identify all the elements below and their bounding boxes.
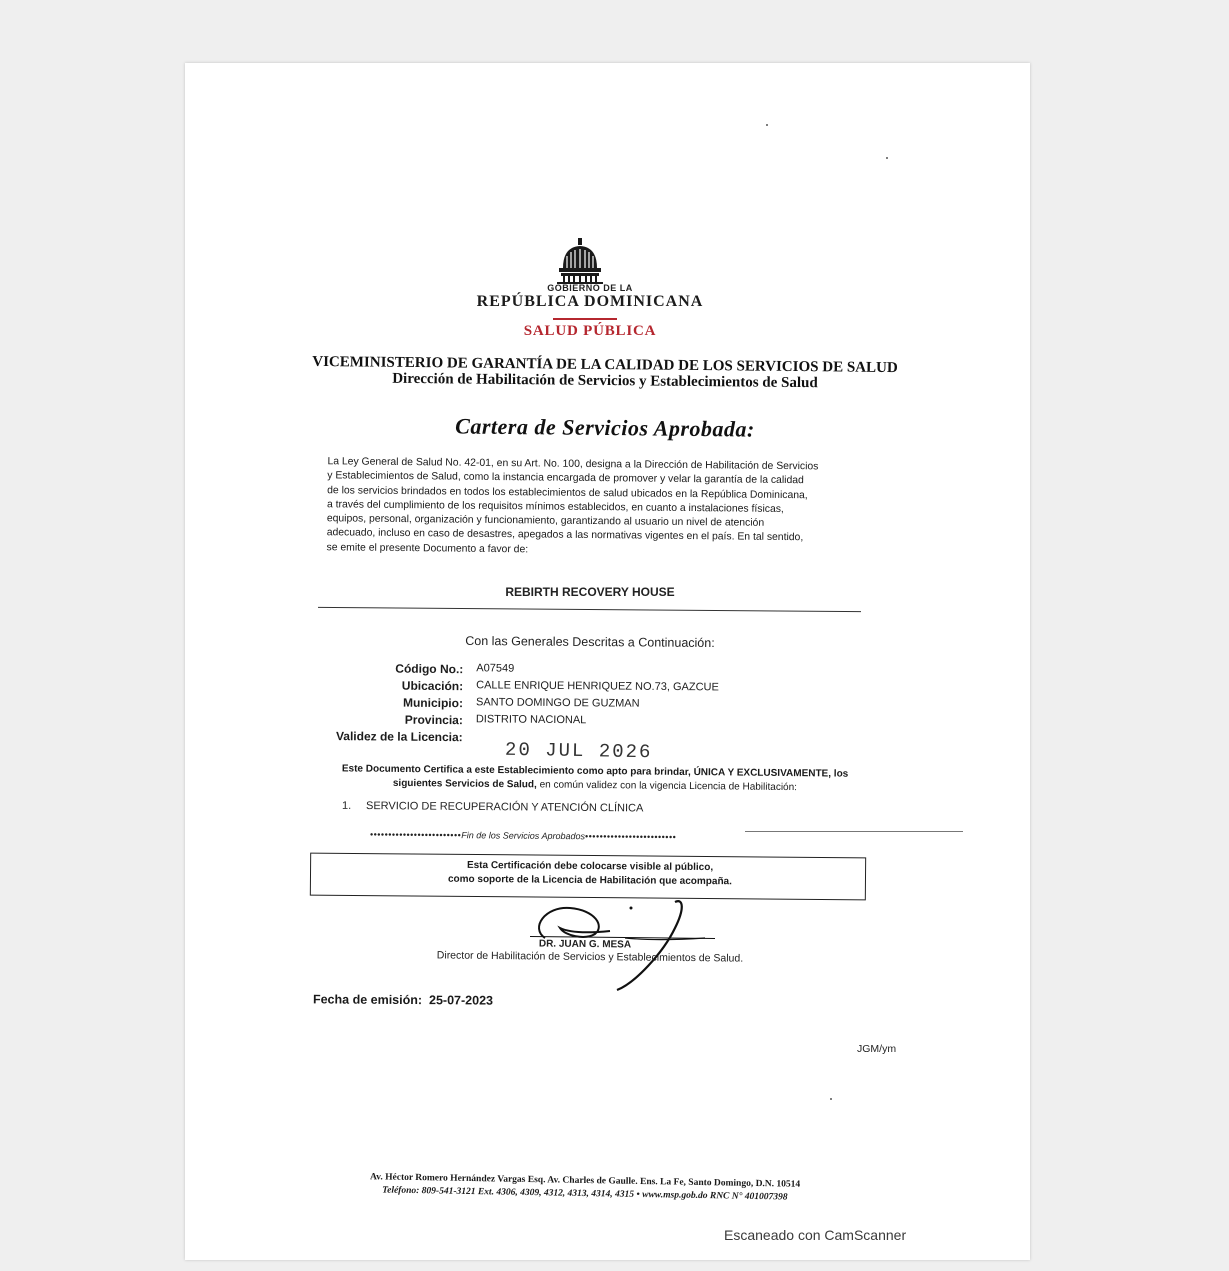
notice-line: Esta Certificación debe colocarse visible al público, bbox=[466, 859, 714, 874]
cert-line: Este Documento Certifica a este Establecimiento como apto para brindar, ÚNICA Y EXCLUSIVAMENTE, los bbox=[341, 763, 849, 780]
field-label: Código No.: bbox=[395, 661, 464, 677]
document-page bbox=[185, 63, 1030, 1260]
intro-line: de los servicios brindados en todos los establecimientos de salud ubicados en la República Dominicana, bbox=[327, 484, 808, 501]
signatory-name: DR. JUAN G. MESA bbox=[538, 938, 632, 951]
divider-line bbox=[745, 831, 963, 832]
scan-speck bbox=[830, 1098, 832, 1100]
recipient-name: REBIRTH RECOVERY HOUSE bbox=[505, 585, 675, 599]
gobierno-de-la-label: GOBIERNO DE LA bbox=[547, 283, 633, 293]
establishment-fields bbox=[315, 661, 796, 750]
field-label: Provincia: bbox=[404, 712, 463, 728]
direccion-heading: Dirección de Habilitación de Servicios y Establecimientos de Salud bbox=[392, 370, 818, 392]
dots-left: ••••••••••••••••••••••••• bbox=[369, 829, 462, 841]
intro-line: equipos, personal, organización y funcionamiento, garantizando al usuario un nivel de atención bbox=[326, 513, 765, 530]
intro-paragraph bbox=[326, 455, 855, 561]
validity-date-stamp: 20 JUL 2026 bbox=[504, 738, 653, 764]
intro-line: adecuado, incluso en caso de desastres, apegados a las normativas vigentes en el país. En tal sentido, bbox=[326, 527, 804, 544]
field-value: A07549 bbox=[476, 662, 515, 675]
field-label: Municipio: bbox=[402, 695, 464, 711]
intro-line: a través del cumplimiento de los requisitos mínimos establecidos, en cuanto a instalaciones físicas, bbox=[326, 499, 784, 515]
field-value: CALLE ENRIQUE HENRIQUEZ NO.73, GAZCUE bbox=[476, 679, 719, 694]
service-list-item bbox=[342, 800, 842, 816]
service-name: SERVICIO DE RECUPERACIÓN Y ATENCIÓN CLÍNICA bbox=[365, 800, 644, 815]
government-dome-logo bbox=[555, 238, 605, 284]
certification-statement bbox=[335, 762, 855, 795]
field-label: Validez de la Licencia: bbox=[335, 729, 463, 745]
scan-speck bbox=[766, 124, 768, 126]
red-divider bbox=[553, 318, 617, 320]
service-number: 1. bbox=[341, 799, 352, 812]
footer-address bbox=[325, 1170, 845, 1205]
cert-plain: en común validez con la vigencia Licencia de Habilitación: bbox=[536, 779, 798, 794]
republica-dominicana-label: REPÚBLICA DOMINICANA bbox=[476, 293, 704, 310]
salud-publica-label: SALUD PÚBLICA bbox=[523, 323, 657, 339]
intro-line: se emite el presente Documento a favor de: bbox=[326, 542, 529, 556]
issue-date-value: 25-07-2023 bbox=[429, 993, 494, 1008]
notice-text bbox=[335, 858, 845, 890]
footer-line: Teléfono: 809-541-3121 Ext. 4306, 4309, 4312, 4313, 4314, 4315 • www.msp.gob.do RNC N° 401007398 bbox=[382, 1185, 788, 1203]
issue-date-label: Fecha de emisión: bbox=[312, 992, 423, 1008]
field-value: DISTRITO NACIONAL bbox=[475, 713, 587, 727]
document-title: Cartera de Servicios Aprobada: bbox=[455, 413, 755, 442]
footer-line: Av. Héctor Romero Hernández Vargas Esq. Av. Charles de Gaulle. Ens. La Fe, Santo Domingo, D.N. 10514 bbox=[369, 1172, 801, 1190]
scan-speck bbox=[886, 157, 888, 159]
recipient-underline bbox=[318, 607, 861, 612]
generales-heading: Con las Generales Descritas a Continuación: bbox=[465, 633, 715, 651]
cert-bold: siguientes Servicios de Salud, bbox=[392, 777, 537, 791]
dots-right: ••••••••••••••••••••••••• bbox=[584, 831, 677, 843]
camscanner-watermark: Escaneado con CamScanner bbox=[724, 1227, 907, 1243]
intro-line: La Ley General de Salud No. 42-01, en su Art. No. 100, designa a la Dirección de Habilitación de Servicios bbox=[327, 456, 819, 473]
reference-initials: JGM/ym bbox=[857, 1043, 897, 1055]
end-of-services-label: Fin de los Servicios Aprobados bbox=[461, 830, 586, 842]
field-label: Ubicación: bbox=[401, 678, 464, 694]
notice-line: como soporte de la Licencia de Habilitación que acompaña. bbox=[447, 873, 732, 888]
intro-line: y Establecimientos de Salud, como la instancia encargada de promover y velar la garantía de la calidad bbox=[327, 470, 804, 487]
issue-date bbox=[313, 992, 493, 1007]
viceministerio-heading: VICEMINISTERIO DE GARANTÍA DE LA CALIDAD DE LOS SERVICIOS DE SALUD bbox=[312, 353, 898, 377]
signatory-title: Director de Habilitación de Servicios y Establecimientos de Salud. bbox=[436, 949, 744, 965]
field-value: SANTO DOMINGO DE GUZMAN bbox=[475, 696, 640, 710]
